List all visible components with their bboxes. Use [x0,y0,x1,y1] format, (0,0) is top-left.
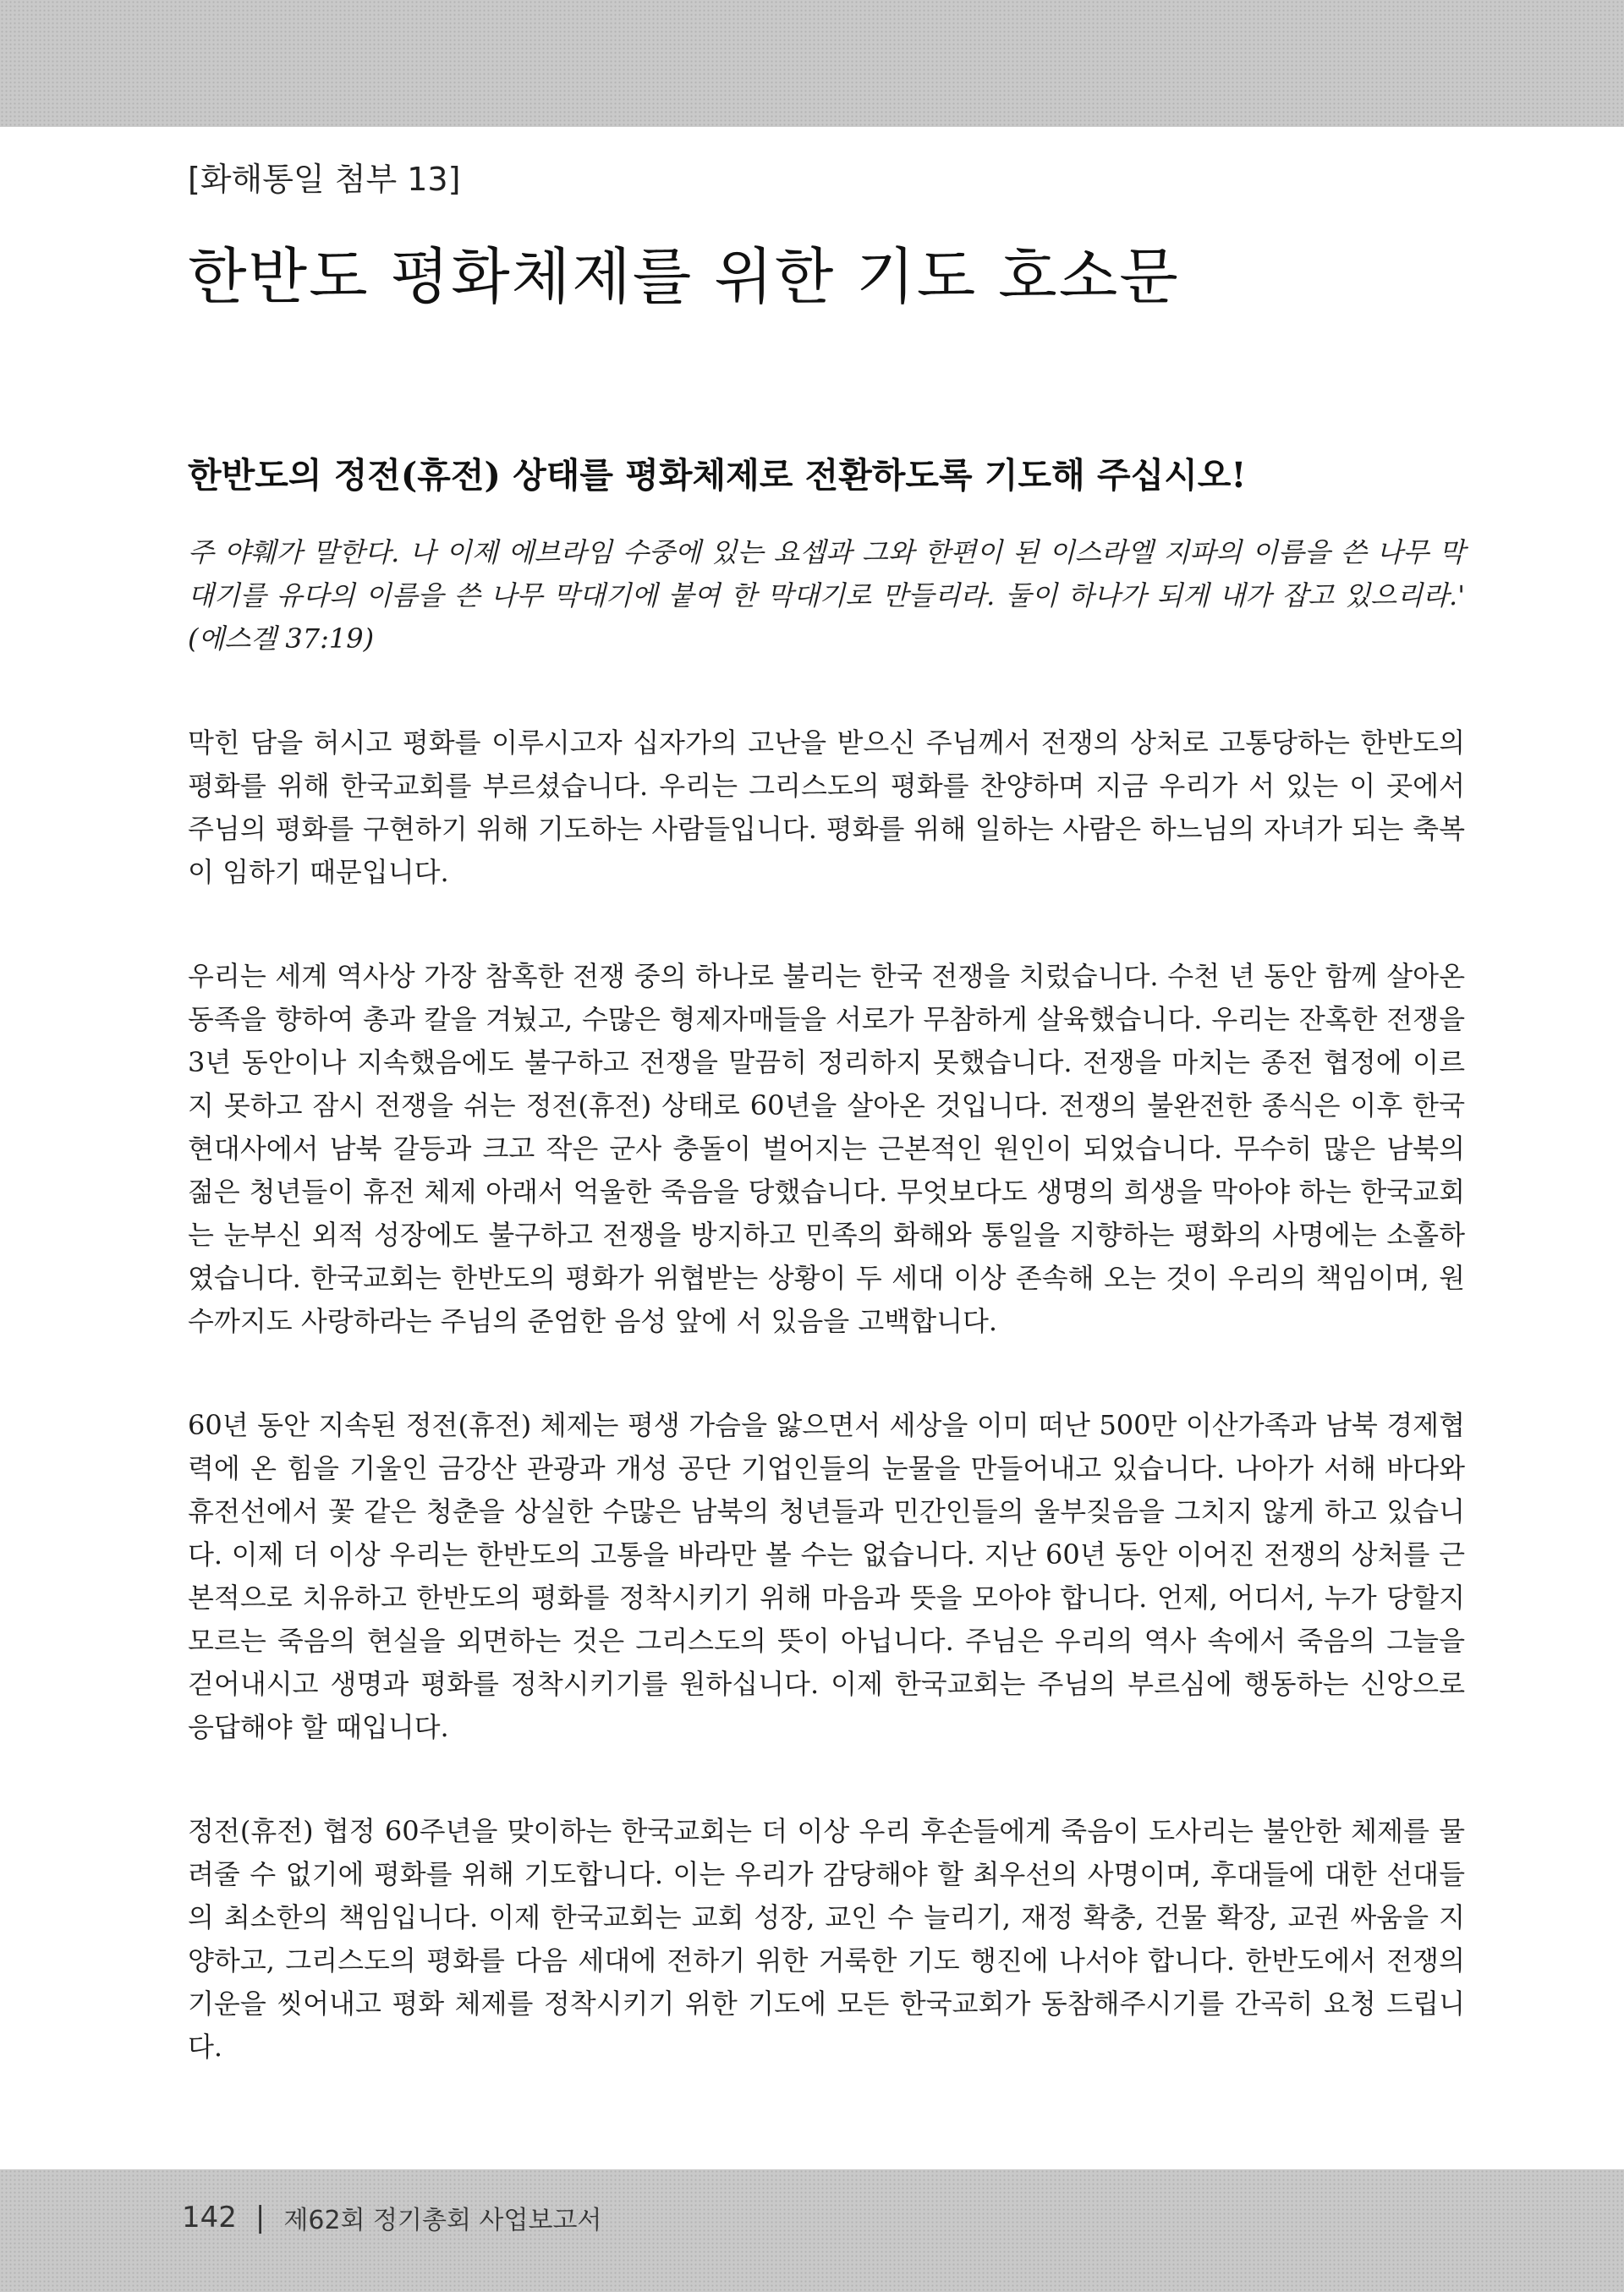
header-band [0,0,1624,127]
paragraph-2: 우리는 세계 역사상 가장 참혹한 전쟁 중의 하나로 불리는 한국 전쟁을 치렀습니다. 수천 년 동안 함께 살아온 동족을 향하여 총과 칼을 겨눴고, 수많은 형제자매들을 서로가 무참하게 살육했습니다. 우리는 잔혹한 전쟁을 3년 동안이나 지속했음에도 불구하고 전쟁을 말끔히 정리하지 못했습니다. 전쟁을 마치는 종전 협정에 이르지 못하고 잠시 전쟁을 쉬는 정전(휴전) 상태로 60년을 살아온 것입니다. 전쟁의 불완전한 종식은 이후 한국 현대사에서 남북 갈등과 크고 작은 군사 충돌이 벌어지는 근본적인 원인이 되었습니다. 무수히 많은 남북의 젊은 청년들이 휴전 체제 아래서 억울한 죽음을 당했습니다. 무엇보다도 생명의 희생을 막아야 하는 한국교회는 눈부신 외적 성장에도 불구하고 전쟁을 방지하고 민족의 화해와 통일을 지향하는 평화의 사명에는 소홀하였습니다. 한국교회는 한반도의 평화가 위협받는 상황이 두 세대 이상 존속해 오는 것이 우리의 책임이며, 원수까지도 사랑하라는 주님의 준엄한 음성 앞에 서 있음을 고백합니다. [188,959,1466,1337]
paragraph-1: 막힌 담을 허시고 평화를 이루시고자 십자가의 고난을 받으신 주님께서 전쟁의 상처로 고통당하는 한반도의 평화를 위해 한국교회를 부르셨습니다. 우리는 그리스도의 평화를 찬양하며 지금 우리가 서 있는 이 곳에서 주님의 평화를 구현하기 위해 기도하는 사람들입니다. 평화를 위해 일하는 사람은 하느님의 자녀가 되는 축복이 임하기 때문입니다. [188,726,1465,888]
attachment-label: [화해통일 첨부 13] [188,161,461,198]
document-title: 한반도 평화체제를 위한 기도 호소문 [188,240,1180,312]
scripture-quote: 주 야훼가 말한다. 나 이제 에브라임 수중에 있는 요셉과 그와 한편이 된 이스라엘 지파의 이름을 쓴 나무 막대기를 유다의 이름을 쓴 나무 막대기에 붙여 한 막대기로 만들리라. 둘이 하나가 되게 내가 잡고 있으리라.' (에스겔 37:19) [188,535,1465,655]
page-footer [182,2199,601,2236]
page-number: 142 [182,2201,237,2234]
footer-divider: | [255,2201,266,2234]
paragraph-4: 정전(휴전) 협정 60주년을 맞이하는 한국교회는 더 이상 우리 후손들에게 죽음이 도사리는 불안한 체제를 물려줄 수 없기에 평화를 위해 기도합니다. 이는 우리가 감당해야 할 최우선의 사명이며, 후대들에 대한 선대들의 최소한의 책임입니다. 이제 한국교회는 교회 성장, 교인 수 늘리기, 재정 확충, 건물 확장, 교권 싸움을 지양하고, 그리스도의 평화를 다음 세대에 전하기 위한 거룩한 기도 행진에 나서야 합니다. 한반도에서 전쟁의 기운을 씻어내고 평화 체제를 정착시키기 위한 기도에 모든 한국교회가 동참해주시기를 간곡히 요청 드립니다. [188,1814,1466,2063]
document-body [188,161,1465,2130]
document-subtitle: 한반도의 정전(휴전) 상태를 평화체제로 전환하도록 기도해 주십시오! [188,455,1247,496]
report-name: 제62회 정기총회 사업보고서 [283,2206,602,2235]
paragraph-3: 60년 동안 지속된 정전(휴전) 체제는 평생 가슴을 앓으면서 세상을 이미 떠난 500만 이산가족과 남북 경제협력에 온 힘을 기울인 금강산 관광과 개성 공단 기업인들의 눈물을 만들어내고 있습니다. 나아가 서해 바다와 휴전선에서 꽃 같은 청춘을 상실한 수많은 남북의 청년들과 민간인들의 울부짖음을 그치지 않게 하고 있습니다. 이제 더 이상 우리는 한반도의 고통을 바라만 볼 수는 없습니다. 지난 60년 동안 이어진 전쟁의 상처를 근본적으로 치유하고 한반도의 평화를 정착시키기 위해 마음과 뜻을 모아야 합니다. 언제, 어디서, 누가 당할지 모르는 죽음의 현실을 외면하는 것은 그리스도의 뜻이 아닙니다. 주님은 우리의 역사 속에서 죽음의 그늘을 걷어내시고 생명과 평화를 정착시키기를 원하십니다. 이제 한국교회는 주님의 부르심에 행동하는 신앙으로 응답해야 할 때입니다. [188,1408,1466,1743]
